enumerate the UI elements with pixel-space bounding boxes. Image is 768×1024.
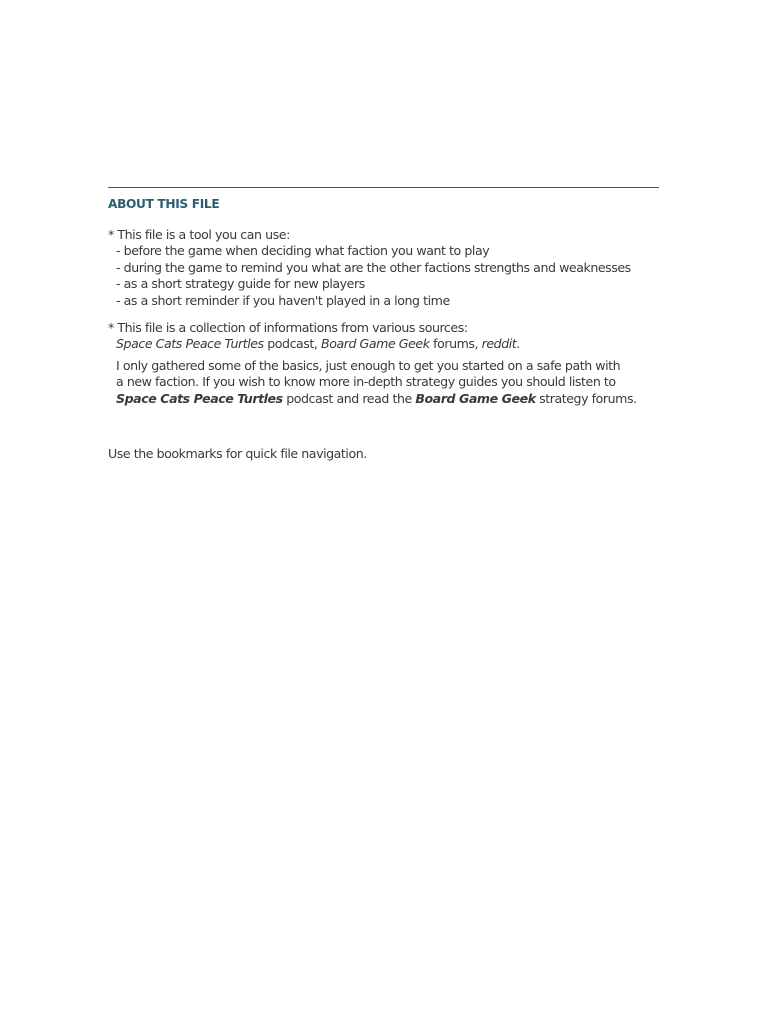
sources-paragraph (108, 320, 668, 353)
navigation-note-text: Use the bookmarks for quick file navigation. (108, 446, 367, 461)
source-separator: podcast, (263, 336, 322, 352)
tool-usage-item: - as a short reminder if you haven't played in a long time (116, 292, 450, 308)
source-forum-name: Board Game Geek (321, 336, 430, 352)
tool-usage-intro: * This file is a tool you can use: (108, 227, 290, 242)
navigation-note (108, 446, 668, 462)
section-divider (108, 187, 659, 188)
source-reddit-name: reddit (481, 336, 517, 352)
gathered-line (108, 391, 668, 407)
gathered-end-text: strategy forums. (535, 390, 637, 406)
tool-usage-list (108, 227, 668, 309)
tool-usage-item: - before the game when deciding what faction you want to play (116, 243, 490, 259)
source-podcast-name: Space Cats Peace Turtles (116, 336, 264, 352)
tool-usage-item: - during the game to remind you what are the other factions strengths and weaknesses (116, 259, 631, 275)
source-separator: forums, (429, 336, 482, 352)
tool-usage-item: - as a short strategy guide for new players (116, 276, 365, 292)
forum-name: Board Game Geek (415, 390, 536, 406)
gathered-paragraph (108, 358, 668, 407)
source-period: . (516, 336, 520, 352)
sources-intro: * This file is a collection of informations from various sources: (108, 320, 468, 335)
gathered-line: I only gathered some of the basics, just enough to get you started on a safe path with (116, 358, 621, 373)
podcast-name: Space Cats Peace Turtles (116, 390, 283, 406)
section-heading: ABOUT THIS FILE (108, 197, 220, 211)
gathered-line: a new faction. If you wish to know more in-depth strategy guides you should listen to (116, 374, 616, 390)
sources-list (108, 336, 668, 352)
gathered-mid-text: podcast and read the (282, 390, 416, 406)
